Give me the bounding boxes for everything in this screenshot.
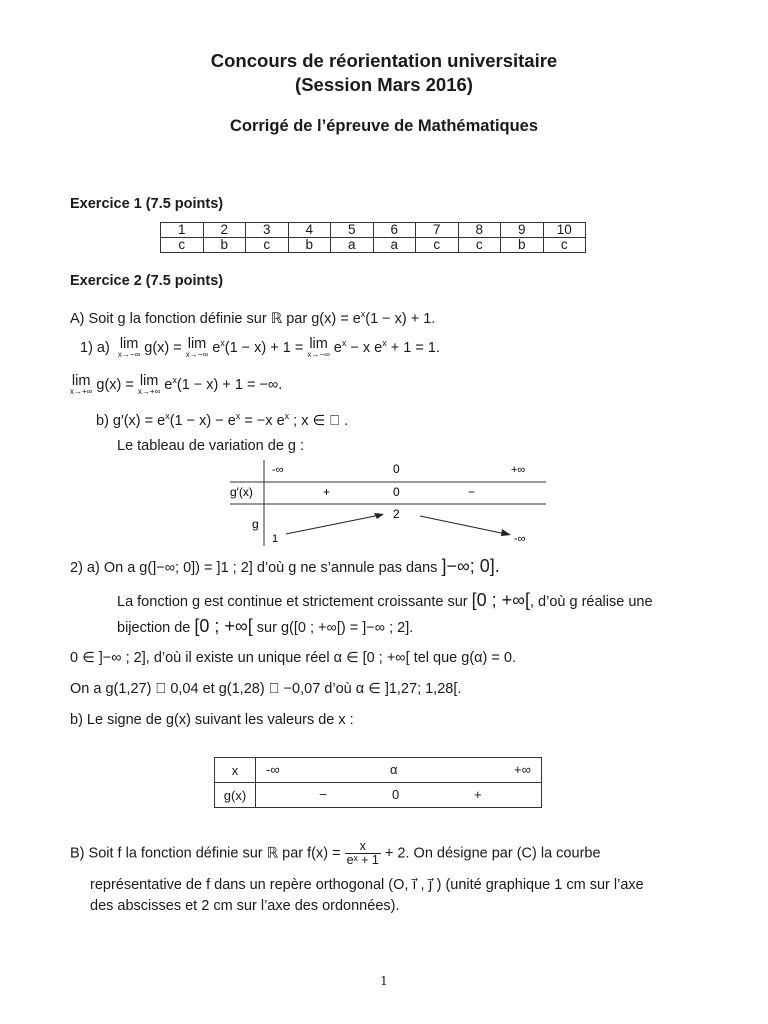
sign-minus: − <box>319 787 327 802</box>
answer-number-cell: 2 <box>203 223 246 238</box>
answer-letter-cell: b <box>288 238 331 253</box>
answer-number-cell: 4 <box>288 223 331 238</box>
doc-subtitle: Corrigé de l’épreuve de Mathématiques <box>229 117 539 135</box>
q2a-line5: On a g(1,27) ⃞ 0,04 et g(1,28) ⃞ −0,07 d’où α ∈ ]1,27; 1,28[. <box>70 681 462 697</box>
answer-letter-cell: b <box>501 238 544 253</box>
sign-zero: 0 <box>392 787 400 802</box>
answer-letter-cell: c <box>543 238 586 253</box>
exercise2-heading: Exercice 2 (7.5 points) <box>70 273 224 289</box>
answer-number-cell: 9 <box>501 223 544 238</box>
sign-x-plus-inf: +∞ <box>514 762 531 777</box>
decrease-arrow-icon <box>501 529 511 536</box>
tv-g-label: g <box>252 517 259 531</box>
part-a-intro: A) Soit g la fonction définie sur ℝ par $g(x) = e^x(1 - x) + 1$. <box>70 309 436 327</box>
answers-table <box>160 222 586 253</box>
answer-letter-cell: a <box>331 238 374 253</box>
f-fraction: $\frac{x}{\text{eˣ + 1}}$ <box>346 839 379 867</box>
exercise1-heading: Exercice 1 (7.5 points) <box>70 196 224 212</box>
sign-table <box>214 757 542 808</box>
answer-number-cell: 1 <box>161 223 204 238</box>
sign-x-label: x <box>215 758 256 783</box>
part-b-line1: B) Soit f la fonction définie sur ℝ par f(x) = $\frac{x}{\text{eˣ + 1}}$ + 2. On désigne par (C) la courbe <box>70 839 601 867</box>
sign-plus: + <box>474 787 482 802</box>
tv-gprime-label: g′(x) <box>230 485 253 499</box>
answer-letter-cell: b <box>203 238 246 253</box>
q2a-line1: 2) a) On a g(]−∞; 0]) = ]1 ; 2] d’où g ne s’annule pas dans ]−∞; 0]. <box>70 556 500 576</box>
variation-table-label: Le tableau de variation de g : <box>117 438 305 454</box>
q2a-line2: La fonction g est continue et strictement croissante sur [0 ; +∞[, d’où g réalise une <box>117 590 653 610</box>
q1b-derivative: b) $g'(x) = e^x(1 - x) - e^x = -x$ $e^x$ ; x ∈ ⃞ . <box>96 411 349 429</box>
q1a-limit-plus-inf: lim x→+∞ g(x) = lim x→+∞ $e^x(1 - x) + 1$ = −∞. <box>70 373 283 396</box>
doc-title: Concours de réorientation universitaire <box>210 50 558 71</box>
sign-g-label: g(x) <box>215 783 256 808</box>
tv-g-top: 2 <box>393 507 400 521</box>
answer-number-cell: 6 <box>373 223 416 238</box>
tv-x-zero: 0 <box>393 462 400 476</box>
increase-arrow-icon <box>374 513 384 519</box>
tv-x-minus-inf: -∞ <box>272 464 284 476</box>
sign-x-minus-inf: -∞ <box>266 762 280 777</box>
q2a-line3: bijection de [0 ; +∞[ sur g([0 ; +∞[) = ]−∞ ; 2]. <box>117 616 414 636</box>
answer-letter-cell: c <box>246 238 289 253</box>
answer-letter-cell: c <box>416 238 459 253</box>
tv-g-left: 1 <box>272 533 279 545</box>
part-b-line3: des abscisses et 2 cm sur l’axe des ordonnées). <box>90 898 400 914</box>
sign-x-alpha: α <box>390 762 398 777</box>
part-b-line2: représentative de f dans un repère orthogonal (O, i⃗ , j⃗ ) (unité graphique 1 cm sur l’axe <box>90 877 644 893</box>
tv-gprime-minus: − <box>468 485 476 499</box>
tv-g-right: -∞ <box>514 533 526 545</box>
q1a-limit-minus-inf: 1) a) lim x→−∞ g(x) = lim x→−∞ $e^x(1 - x) + 1 = \lim$ x→−∞ $e^x - x$ $e^x + 1 = 1$. <box>80 336 440 359</box>
answer-number-cell: 5 <box>331 223 374 238</box>
tv-gprime-zero: 0 <box>393 485 400 499</box>
answer-letter-cell: c <box>161 238 204 253</box>
answer-letter-cell: c <box>458 238 501 253</box>
tv-gprime-plus: + <box>323 485 331 499</box>
doc-session: (Session Mars 2016) <box>295 74 473 95</box>
answer-letter-cell: a <box>373 238 416 253</box>
q2b-heading: b) Le signe de g(x) suivant les valeurs de x : <box>70 712 354 728</box>
answer-number-cell: 8 <box>458 223 501 238</box>
variation-table <box>228 458 548 548</box>
answers-numbers-row <box>161 223 586 238</box>
answer-number-cell: 7 <box>416 223 459 238</box>
answer-number-cell: 3 <box>246 223 289 238</box>
answers-letters-row <box>161 238 586 253</box>
q2a-line4: 0 ∈ ]−∞ ; 2], d’où il existe un unique réel α ∈ [0 ; +∞[ tel que g(α) = 0. <box>70 650 516 666</box>
tv-x-plus-inf: +∞ <box>511 464 526 476</box>
answer-number-cell: 10 <box>543 223 586 238</box>
page-number: 1 <box>380 974 388 988</box>
